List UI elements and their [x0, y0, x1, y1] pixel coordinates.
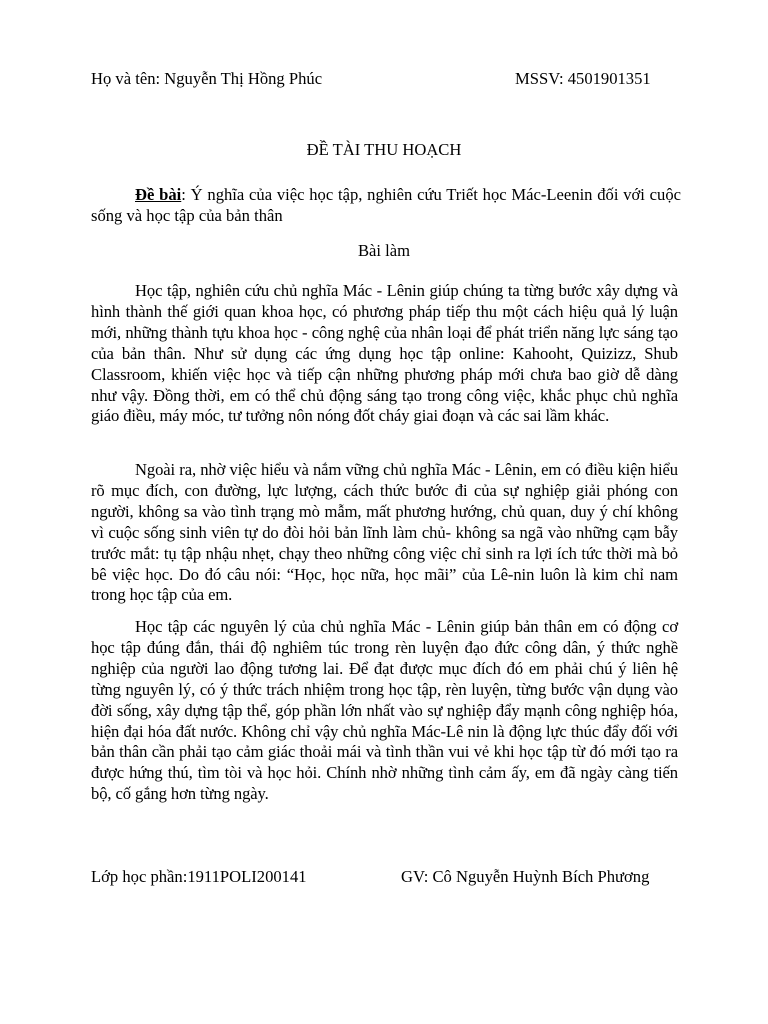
- answer-heading: Bài làm: [357, 241, 411, 260]
- document-title: ĐỀ TÀI THU HOẠCH: [306, 140, 462, 159]
- student-id: MSSV: 4501901351: [515, 69, 651, 88]
- assignment-prompt: [91, 184, 681, 226]
- prompt-text: : Ý nghĩa của việc học tập, nghiên cứu Triết học Mác-Leenin đối với cuộc sống và học tập của bản thân: [91, 185, 682, 225]
- class-code: Lớp học phần:1911POLI200141: [91, 867, 307, 886]
- lecturer-name: GV: Cô Nguyễn Huỳnh Bích Phương: [401, 867, 650, 886]
- prompt-label: Đề bài: [135, 185, 182, 204]
- body-paragraph-3: Học tập các nguyên lý của chủ nghĩa Mác - Lênin giúp bản thân em có động cơ học tập đúng đắn, thái độ nghiêm túc trong rèn luyện đạo đức công dân, ý thức nghề nghiệp của người lao động tương lai. Để đạt được mục đích đó em phải chú ý liên hệ từng nguyên lý, có ý thức trách nhiệm trong học tập, rèn luyện, từng bước vận dụng vào đời sống, xây dựng tập thể, góp phần lớn nhất vào sự nghiệp đẩy mạnh công nghiệp hóa, hiện đại hóa đất nước. Không chỉ vậy chủ nghĩa Mác-Lê nin là động lực thúc đẩy đối với bản thân cần phải tạo cảm giác thoải mái và tình thần vui vẻ khi học tập từ đó mới tạo ra được hứng thú, tìm tòi và học hỏi. Chính nhờ những tình cảm ấy, em đã ngày càng tiến bộ, cố gắng hơn từng ngày.: [91, 617, 678, 804]
- body-paragraph-1: Học tập, nghiên cứu chủ nghĩa Mác - Lênin giúp chúng ta từng bước xây dựng và hình thành thế giới quan khoa học, có phương pháp tiếp thu một cách hiệu quả lý luận mới, những thành tựu khoa học - công nghệ của nhân loại để phát triển năng lực sáng tạo của bản thân. Như sử dụng các ứng dụng học tập online: Kahooht, Quizizz, Shub Classroom, khiến việc học và tiếp cận những phương pháp mới chưa bao giờ dễ dàng như vậy. Đồng thời, em có thể chủ động sáng tạo trong công việc, khắc phục chủ nghĩa giáo điều, máy móc, tư tưởng nôn nóng đốt cháy giai đoạn và các sai lầm khác.: [91, 281, 678, 426]
- body-paragraph-2: Ngoài ra, nhờ việc hiểu và nắm vững chủ nghĩa Mác - Lênin, em có điều kiện hiểu rõ mục đích, con đường, lực lượng, cách thức bước đi của sự nghiệp giải phóng con người, không sa vào tình trạng mò mẫm, mất phương hướng, chủ quan, duy ý chí không vì cuộc sống sinh viên tự do đòi hỏi bản lĩnh làm chủ- không sa ngã vào những cạm bẫy trước mắt: tụ tập nhậu nhẹt, chạy theo những công việc chỉ sinh ra lợi ích tức thời mà bỏ bê việc học. Do đó câu nói: “Học, học nữa, học mãi” của Lê-nin luôn là kim chỉ nam trong học tập của em.: [91, 460, 678, 605]
- student-name: Họ và tên: Nguyễn Thị Hồng Phúc: [91, 69, 323, 88]
